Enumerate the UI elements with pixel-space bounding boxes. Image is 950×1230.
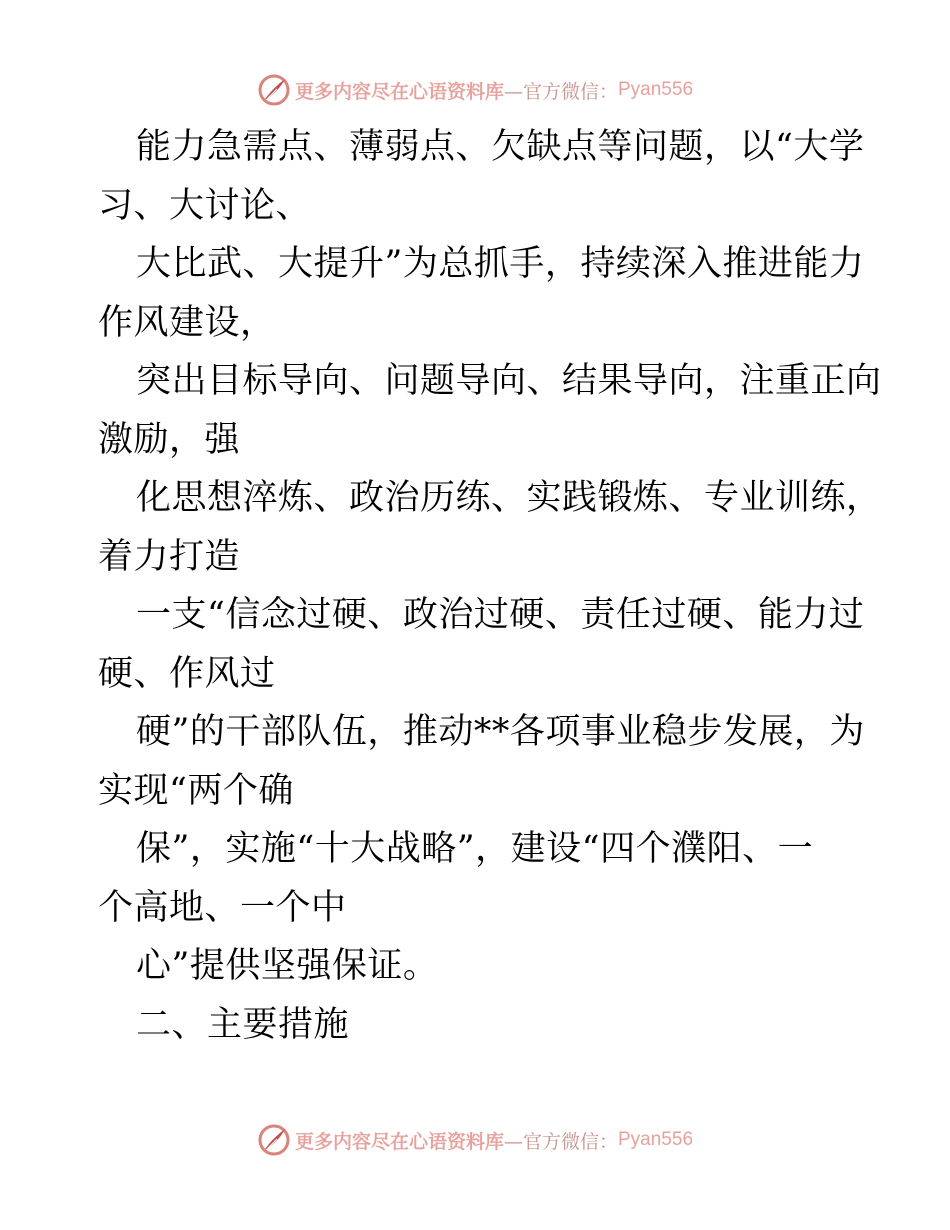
text-line: 着力打造	[98, 536, 241, 577]
text-line: 作风建设，	[98, 302, 276, 343]
banner-main-text: 更多内容尽在心语资料库	[294, 1130, 504, 1153]
text-line: 能力急需点、薄弱点、欠缺点等问题，以“大学	[136, 127, 865, 167]
text-line: 化思想淬炼、政治历练、实践锻炼、专业训练，	[136, 478, 882, 518]
text-line: 习、大讨论、	[98, 185, 312, 226]
header-watermark-banner	[0, 70, 950, 110]
document-body	[98, 118, 882, 1054]
banner-wechat-id: Pyan556	[618, 1129, 694, 1150]
banner-sub-text: —官方微信：	[503, 1130, 618, 1153]
banner-sub-text: —官方微信：	[503, 80, 618, 103]
banner-main-text: 更多内容尽在心语资料库	[294, 80, 504, 103]
text-line: 一支“信念过硬、政治过硬、责任过硬、能力过	[136, 595, 865, 635]
section-heading: 二、主要措施	[136, 1004, 350, 1045]
text-line: 激励，强	[98, 419, 241, 460]
banner-wechat-id: Pyan556	[618, 79, 694, 100]
feather-pen-logo-icon	[257, 1123, 291, 1157]
text-line: 个高地、一个中	[98, 887, 347, 928]
text-line: 硬”的干部队伍，推动**各项事业稳步发展，为	[136, 712, 865, 752]
footer-watermark-banner	[0, 1120, 950, 1160]
text-line: 硬、作风过	[98, 653, 276, 694]
text-line: 实现“两个确	[98, 770, 294, 811]
text-line: 突出目标导向、问题导向、结果导向，注重正向	[136, 361, 882, 401]
text-line: 保”，实施“十大战略”，建设“四个濮阳、一	[136, 829, 814, 869]
text-line: 心”提供坚强保证。	[136, 946, 439, 986]
text-line: 大比武、大提升”为总抓手，持续深入推进能力	[136, 244, 865, 284]
feather-pen-logo-icon	[257, 73, 291, 107]
